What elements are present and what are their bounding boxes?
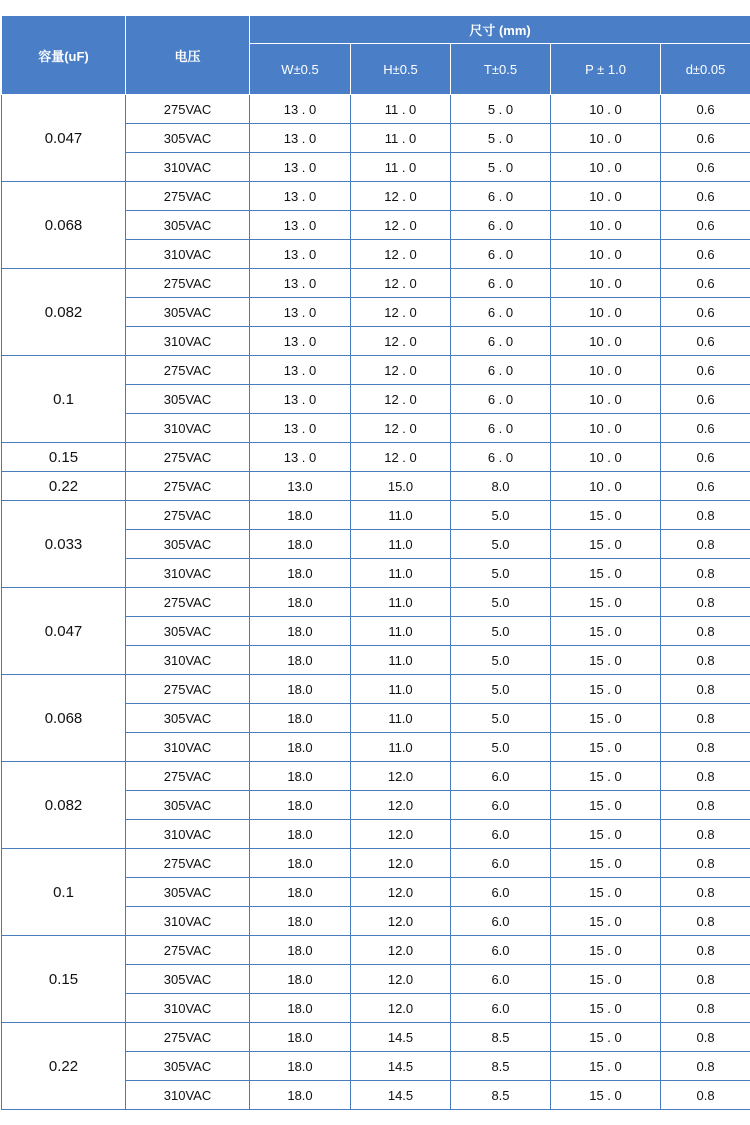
- lead-diameter-cell: 0.6: [661, 298, 750, 327]
- width-cell: 18.0: [250, 588, 351, 617]
- pitch-cell: 15 . 0: [551, 820, 661, 849]
- thickness-cell: 5.0: [451, 501, 551, 530]
- voltage-cell: 305VAC: [126, 1052, 250, 1081]
- lead-diameter-cell: 0.8: [661, 646, 750, 675]
- lead-diameter-cell: 0.6: [661, 414, 750, 443]
- capacitance-cell: 0.1: [2, 356, 126, 443]
- thickness-cell: 6.0: [451, 849, 551, 878]
- voltage-cell: 275VAC: [126, 443, 250, 472]
- pitch-cell: 10 . 0: [551, 124, 661, 153]
- voltage-cell: 310VAC: [126, 820, 250, 849]
- table-row: [2, 1023, 750, 1052]
- thickness-cell: 5.0: [451, 733, 551, 762]
- capacitance-cell: 0.15: [2, 936, 126, 1023]
- width-cell: 13 . 0: [250, 153, 351, 182]
- width-cell: 13 . 0: [250, 443, 351, 472]
- width-cell: 13 . 0: [250, 327, 351, 356]
- width-cell: 18.0: [250, 733, 351, 762]
- width-cell: 13 . 0: [250, 124, 351, 153]
- voltage-cell: 275VAC: [126, 182, 250, 211]
- thickness-cell: 6.0: [451, 965, 551, 994]
- thickness-cell: 6.0: [451, 936, 551, 965]
- voltage-cell: 305VAC: [126, 704, 250, 733]
- table-row: [2, 762, 750, 791]
- voltage-cell: 305VAC: [126, 211, 250, 240]
- lead-diameter-cell: 0.6: [661, 95, 750, 124]
- height-cell: 11.0: [351, 530, 451, 559]
- header-height: H±0.5: [351, 44, 451, 95]
- header-width: W±0.5: [250, 44, 351, 95]
- table-row: [2, 443, 750, 472]
- header-lead-diameter: d±0.05: [661, 44, 750, 95]
- capacitance-cell: 0.047: [2, 588, 126, 675]
- width-cell: 18.0: [250, 907, 351, 936]
- voltage-cell: 310VAC: [126, 733, 250, 762]
- voltage-cell: 305VAC: [126, 791, 250, 820]
- lead-diameter-cell: 0.6: [661, 153, 750, 182]
- width-cell: 18.0: [250, 704, 351, 733]
- pitch-cell: 15 . 0: [551, 617, 661, 646]
- thickness-cell: 5.0: [451, 530, 551, 559]
- lead-diameter-cell: 0.8: [661, 704, 750, 733]
- width-cell: 18.0: [250, 1052, 351, 1081]
- height-cell: 14.5: [351, 1023, 451, 1052]
- voltage-cell: 305VAC: [126, 530, 250, 559]
- voltage-cell: 305VAC: [126, 385, 250, 414]
- capacitance-cell: 0.1: [2, 849, 126, 936]
- pitch-cell: 15 . 0: [551, 646, 661, 675]
- thickness-cell: 5.0: [451, 559, 551, 588]
- width-cell: 18.0: [250, 791, 351, 820]
- height-cell: 11.0: [351, 675, 451, 704]
- width-cell: 18.0: [250, 501, 351, 530]
- width-cell: 13 . 0: [250, 211, 351, 240]
- width-cell: 13.0: [250, 472, 351, 501]
- height-cell: 12.0: [351, 762, 451, 791]
- width-cell: 13 . 0: [250, 298, 351, 327]
- height-cell: 11.0: [351, 733, 451, 762]
- thickness-cell: 5 . 0: [451, 153, 551, 182]
- pitch-cell: 15 . 0: [551, 704, 661, 733]
- pitch-cell: 15 . 0: [551, 1052, 661, 1081]
- pitch-cell: 15 . 0: [551, 762, 661, 791]
- capacitance-cell: 0.068: [2, 675, 126, 762]
- thickness-cell: 6 . 0: [451, 414, 551, 443]
- table-row: [2, 675, 750, 704]
- height-cell: 11.0: [351, 501, 451, 530]
- pitch-cell: 15 . 0: [551, 849, 661, 878]
- width-cell: 18.0: [250, 965, 351, 994]
- height-cell: 12.0: [351, 936, 451, 965]
- pitch-cell: 10 . 0: [551, 95, 661, 124]
- lead-diameter-cell: 0.8: [661, 733, 750, 762]
- thickness-cell: 5.0: [451, 675, 551, 704]
- height-cell: 12 . 0: [351, 443, 451, 472]
- voltage-cell: 310VAC: [126, 240, 250, 269]
- table-row: [2, 849, 750, 878]
- width-cell: 18.0: [250, 820, 351, 849]
- pitch-cell: 10 . 0: [551, 153, 661, 182]
- voltage-cell: 305VAC: [126, 124, 250, 153]
- thickness-cell: 6 . 0: [451, 356, 551, 385]
- pitch-cell: 15 . 0: [551, 878, 661, 907]
- voltage-cell: 275VAC: [126, 936, 250, 965]
- lead-diameter-cell: 0.6: [661, 443, 750, 472]
- voltage-cell: 275VAC: [126, 588, 250, 617]
- pitch-cell: 10 . 0: [551, 240, 661, 269]
- pitch-cell: 10 . 0: [551, 269, 661, 298]
- lead-diameter-cell: 0.8: [661, 791, 750, 820]
- thickness-cell: 5.0: [451, 588, 551, 617]
- pitch-cell: 10 . 0: [551, 443, 661, 472]
- pitch-cell: 15 . 0: [551, 936, 661, 965]
- height-cell: 11 . 0: [351, 153, 451, 182]
- thickness-cell: 8.5: [451, 1052, 551, 1081]
- table-row: [2, 501, 750, 530]
- width-cell: 18.0: [250, 530, 351, 559]
- height-cell: 12 . 0: [351, 298, 451, 327]
- voltage-cell: 310VAC: [126, 994, 250, 1023]
- voltage-cell: 310VAC: [126, 414, 250, 443]
- thickness-cell: 6 . 0: [451, 443, 551, 472]
- voltage-cell: 305VAC: [126, 298, 250, 327]
- table-row: [2, 95, 750, 124]
- width-cell: 18.0: [250, 994, 351, 1023]
- lead-diameter-cell: 0.6: [661, 472, 750, 501]
- width-cell: 13 . 0: [250, 240, 351, 269]
- width-cell: 13 . 0: [250, 414, 351, 443]
- height-cell: 14.5: [351, 1081, 451, 1110]
- height-cell: 12.0: [351, 994, 451, 1023]
- capacitance-cell: 0.068: [2, 182, 126, 269]
- lead-diameter-cell: 0.8: [661, 617, 750, 646]
- lead-diameter-cell: 0.8: [661, 994, 750, 1023]
- voltage-cell: 310VAC: [126, 1081, 250, 1110]
- pitch-cell: 10 . 0: [551, 298, 661, 327]
- voltage-cell: 275VAC: [126, 849, 250, 878]
- height-cell: 12 . 0: [351, 414, 451, 443]
- header-voltage: 电压: [126, 16, 250, 95]
- voltage-cell: 275VAC: [126, 501, 250, 530]
- lead-diameter-cell: 0.8: [661, 907, 750, 936]
- voltage-cell: 275VAC: [126, 762, 250, 791]
- height-cell: 11.0: [351, 588, 451, 617]
- thickness-cell: 6.0: [451, 820, 551, 849]
- voltage-cell: 275VAC: [126, 1023, 250, 1052]
- thickness-cell: 8.0: [451, 472, 551, 501]
- capacitance-cell: 0.033: [2, 501, 126, 588]
- lead-diameter-cell: 0.8: [661, 530, 750, 559]
- pitch-cell: 15 . 0: [551, 1023, 661, 1052]
- width-cell: 18.0: [250, 1081, 351, 1110]
- capacitance-cell: 0.15: [2, 443, 126, 472]
- table-row: [2, 588, 750, 617]
- pitch-cell: 15 . 0: [551, 1081, 661, 1110]
- lead-diameter-cell: 0.6: [661, 269, 750, 298]
- thickness-cell: 6 . 0: [451, 269, 551, 298]
- voltage-cell: 310VAC: [126, 327, 250, 356]
- header-thickness: T±0.5: [451, 44, 551, 95]
- thickness-cell: 6 . 0: [451, 327, 551, 356]
- capacitance-cell: 0.082: [2, 762, 126, 849]
- pitch-cell: 15 . 0: [551, 501, 661, 530]
- thickness-cell: 5 . 0: [451, 124, 551, 153]
- lead-diameter-cell: 0.6: [661, 124, 750, 153]
- capacitance-cell: 0.082: [2, 269, 126, 356]
- header-dimensions: 尺寸 (mm): [250, 16, 750, 44]
- thickness-cell: 6.0: [451, 878, 551, 907]
- width-cell: 18.0: [250, 675, 351, 704]
- height-cell: 12 . 0: [351, 182, 451, 211]
- width-cell: 18.0: [250, 559, 351, 588]
- table-row: [2, 472, 750, 501]
- voltage-cell: 275VAC: [126, 472, 250, 501]
- thickness-cell: 6 . 0: [451, 240, 551, 269]
- height-cell: 11 . 0: [351, 124, 451, 153]
- height-cell: 12.0: [351, 878, 451, 907]
- lead-diameter-cell: 0.8: [661, 1052, 750, 1081]
- height-cell: 15.0: [351, 472, 451, 501]
- capacitor-spec-table: [1, 15, 750, 1110]
- thickness-cell: 6 . 0: [451, 211, 551, 240]
- width-cell: 18.0: [250, 617, 351, 646]
- voltage-cell: 305VAC: [126, 878, 250, 907]
- table-row: [2, 936, 750, 965]
- thickness-cell: 6.0: [451, 907, 551, 936]
- thickness-cell: 5.0: [451, 617, 551, 646]
- pitch-cell: 15 . 0: [551, 994, 661, 1023]
- pitch-cell: 10 . 0: [551, 356, 661, 385]
- voltage-cell: 310VAC: [126, 559, 250, 588]
- lead-diameter-cell: 0.8: [661, 849, 750, 878]
- height-cell: 12 . 0: [351, 356, 451, 385]
- pitch-cell: 10 . 0: [551, 472, 661, 501]
- header-pitch: P ± 1.0: [551, 44, 661, 95]
- thickness-cell: 5.0: [451, 646, 551, 675]
- width-cell: 13 . 0: [250, 182, 351, 211]
- table-row: [2, 269, 750, 298]
- table-row: [2, 182, 750, 211]
- width-cell: 18.0: [250, 762, 351, 791]
- height-cell: 12.0: [351, 965, 451, 994]
- header-capacitance: 容量(uF): [2, 16, 126, 95]
- voltage-cell: 310VAC: [126, 907, 250, 936]
- height-cell: 11.0: [351, 704, 451, 733]
- pitch-cell: 15 . 0: [551, 530, 661, 559]
- lead-diameter-cell: 0.8: [661, 965, 750, 994]
- thickness-cell: 8.5: [451, 1081, 551, 1110]
- lead-diameter-cell: 0.6: [661, 182, 750, 211]
- thickness-cell: 8.5: [451, 1023, 551, 1052]
- lead-diameter-cell: 0.8: [661, 878, 750, 907]
- thickness-cell: 6 . 0: [451, 298, 551, 327]
- voltage-cell: 305VAC: [126, 617, 250, 646]
- capacitance-cell: 0.22: [2, 1023, 126, 1110]
- width-cell: 13 . 0: [250, 385, 351, 414]
- pitch-cell: 15 . 0: [551, 559, 661, 588]
- height-cell: 12 . 0: [351, 385, 451, 414]
- voltage-cell: 305VAC: [126, 965, 250, 994]
- height-cell: 12.0: [351, 791, 451, 820]
- width-cell: 18.0: [250, 646, 351, 675]
- height-cell: 12 . 0: [351, 327, 451, 356]
- pitch-cell: 15 . 0: [551, 965, 661, 994]
- thickness-cell: 6 . 0: [451, 385, 551, 414]
- thickness-cell: 6 . 0: [451, 182, 551, 211]
- pitch-cell: 15 . 0: [551, 733, 661, 762]
- lead-diameter-cell: 0.8: [661, 675, 750, 704]
- table-body: [2, 95, 750, 1110]
- lead-diameter-cell: 0.8: [661, 588, 750, 617]
- lead-diameter-cell: 0.8: [661, 1081, 750, 1110]
- lead-diameter-cell: 0.8: [661, 762, 750, 791]
- pitch-cell: 10 . 0: [551, 182, 661, 211]
- voltage-cell: 275VAC: [126, 675, 250, 704]
- pitch-cell: 15 . 0: [551, 907, 661, 936]
- voltage-cell: 310VAC: [126, 153, 250, 182]
- height-cell: 11.0: [351, 617, 451, 646]
- lead-diameter-cell: 0.8: [661, 1023, 750, 1052]
- voltage-cell: 275VAC: [126, 95, 250, 124]
- height-cell: 11.0: [351, 646, 451, 675]
- lead-diameter-cell: 0.6: [661, 356, 750, 385]
- width-cell: 18.0: [250, 1023, 351, 1052]
- thickness-cell: 5 . 0: [451, 95, 551, 124]
- width-cell: 18.0: [250, 936, 351, 965]
- lead-diameter-cell: 0.8: [661, 559, 750, 588]
- thickness-cell: 6.0: [451, 762, 551, 791]
- height-cell: 12.0: [351, 820, 451, 849]
- height-cell: 12 . 0: [351, 240, 451, 269]
- pitch-cell: 10 . 0: [551, 385, 661, 414]
- lead-diameter-cell: 0.6: [661, 211, 750, 240]
- height-cell: 11 . 0: [351, 95, 451, 124]
- lead-diameter-cell: 0.6: [661, 385, 750, 414]
- thickness-cell: 6.0: [451, 791, 551, 820]
- table-row: [2, 356, 750, 385]
- width-cell: 13 . 0: [250, 356, 351, 385]
- voltage-cell: 275VAC: [126, 356, 250, 385]
- height-cell: 12.0: [351, 849, 451, 878]
- height-cell: 12.0: [351, 907, 451, 936]
- pitch-cell: 15 . 0: [551, 588, 661, 617]
- lead-diameter-cell: 0.8: [661, 936, 750, 965]
- lead-diameter-cell: 0.6: [661, 327, 750, 356]
- width-cell: 18.0: [250, 849, 351, 878]
- voltage-cell: 310VAC: [126, 646, 250, 675]
- height-cell: 12 . 0: [351, 269, 451, 298]
- lead-diameter-cell: 0.6: [661, 240, 750, 269]
- width-cell: 18.0: [250, 878, 351, 907]
- width-cell: 13 . 0: [250, 95, 351, 124]
- height-cell: 12 . 0: [351, 211, 451, 240]
- width-cell: 13 . 0: [250, 269, 351, 298]
- height-cell: 11.0: [351, 559, 451, 588]
- lead-diameter-cell: 0.8: [661, 501, 750, 530]
- height-cell: 14.5: [351, 1052, 451, 1081]
- pitch-cell: 15 . 0: [551, 675, 661, 704]
- thickness-cell: 5.0: [451, 704, 551, 733]
- lead-diameter-cell: 0.8: [661, 820, 750, 849]
- pitch-cell: 10 . 0: [551, 414, 661, 443]
- capacitance-cell: 0.047: [2, 95, 126, 182]
- pitch-cell: 15 . 0: [551, 791, 661, 820]
- pitch-cell: 10 . 0: [551, 327, 661, 356]
- pitch-cell: 10 . 0: [551, 211, 661, 240]
- capacitance-cell: 0.22: [2, 472, 126, 501]
- thickness-cell: 6.0: [451, 994, 551, 1023]
- voltage-cell: 275VAC: [126, 269, 250, 298]
